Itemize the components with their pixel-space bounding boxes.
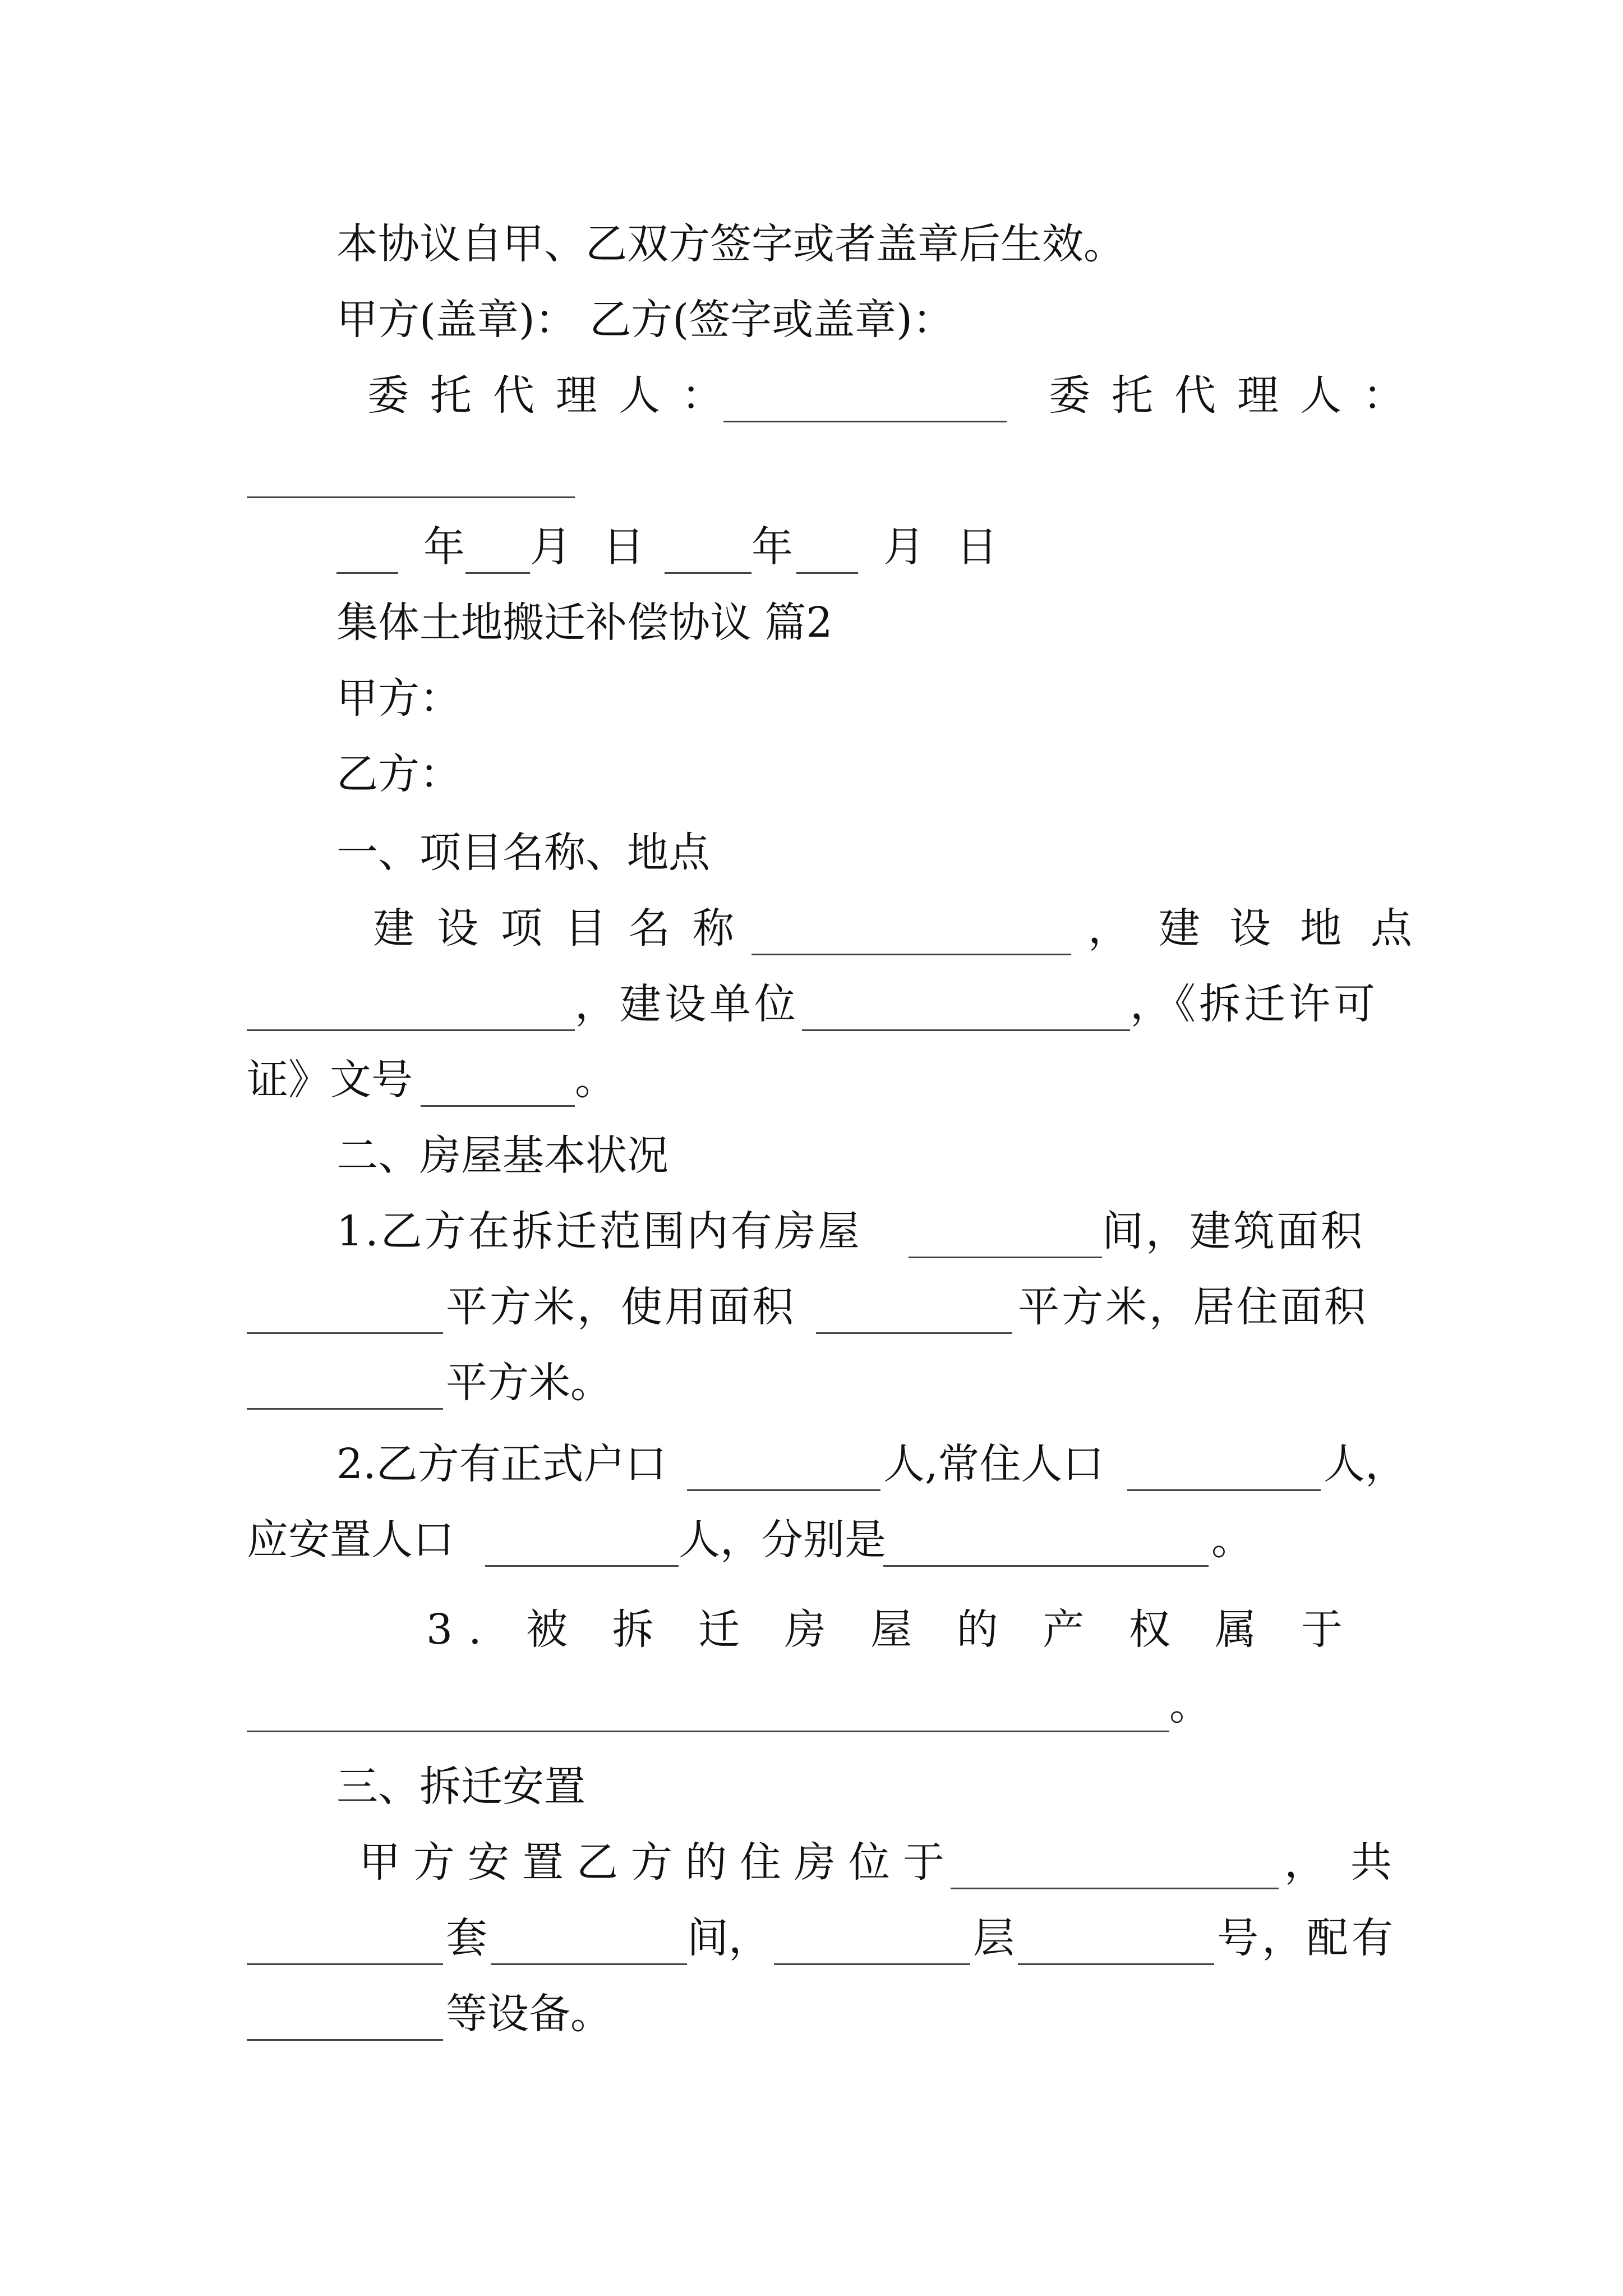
living-area-blank: [247, 1352, 443, 1410]
line-party-a: [0, 668, 1623, 729]
resettle-label: 应安置人口: [247, 1516, 454, 1564]
sets-blank: [247, 1907, 443, 1965]
heading-resettlement: 三、拆迁安置: [336, 1763, 585, 1811]
line-heading-3: [0, 1756, 1623, 1818]
project-location-blank: [247, 973, 575, 1031]
property-owner-end: 。: [1169, 1681, 1211, 1729]
registered-count-blank: [687, 1433, 880, 1491]
line-section-title: [0, 592, 1623, 654]
line-household: [0, 1433, 1623, 1495]
usable-area-label: 平方米，使用面积: [446, 1283, 796, 1331]
property-owner-blank: [247, 1674, 1169, 1732]
builder-blank: [802, 973, 1130, 1031]
line-property-owner: [0, 1674, 1623, 1736]
housing-total-label: ，共: [1284, 1838, 1417, 1887]
building-area-label: 间，建筑面积: [1102, 1207, 1364, 1255]
line-dates: [0, 516, 1623, 578]
line-party-signatures: [0, 289, 1623, 351]
line-property-rights: [0, 1599, 1623, 1660]
floor-blank: [774, 1907, 970, 1965]
resident-label: 人,常住人口: [883, 1440, 1104, 1488]
project-name-blank: [751, 898, 1071, 955]
party-b-label: 乙方：: [336, 750, 461, 798]
heading-house-status: 二、房屋基本状况: [336, 1131, 668, 1180]
month-b-label: 月: [883, 523, 925, 571]
permit-number-label: 证》文号: [247, 1056, 413, 1104]
agent-a-blank: [723, 365, 1007, 422]
equipment-blank: [247, 1983, 443, 2041]
household-label: 2.乙方有正式户口: [336, 1440, 667, 1488]
day-a-label: 日: [603, 523, 644, 571]
day-b-label: 日: [956, 523, 998, 571]
line-housing-units: [0, 1907, 1623, 1969]
resettle-names-blank: [883, 1509, 1209, 1567]
line-project-name: [0, 898, 1623, 959]
agent-label-b: 委托代理人：: [1049, 371, 1426, 420]
resident-unit: 人，: [1324, 1440, 1407, 1488]
line-agreement-effective: [0, 213, 1623, 275]
line-resettlement-people: [0, 1509, 1623, 1571]
resident-count-blank: [1127, 1433, 1321, 1491]
month-b-blank: [796, 516, 858, 574]
line-agent-b-blank: [0, 440, 1623, 502]
number-blank: [1018, 1907, 1214, 1965]
agreement-effective-text: 本协议自甲、乙双方签字或者盖章后生效。: [336, 220, 1125, 268]
resettle-count-blank: [485, 1509, 679, 1567]
line-agents: [0, 365, 1623, 426]
line-living-area: [0, 1352, 1623, 1414]
living-area-unit: 平方米。: [446, 1359, 612, 1407]
housing-location-blank: [951, 1832, 1279, 1889]
line-heading-2: [0, 1125, 1623, 1186]
living-area-label: 平方米，居住面积: [1018, 1283, 1368, 1331]
rooms-label: 间，: [687, 1914, 770, 1962]
year-b-label: 年: [751, 523, 793, 571]
equipment-label: 号，配有: [1217, 1914, 1396, 1962]
year-b-blank: [665, 516, 751, 574]
project-location-label: ，建设地点: [1088, 904, 1441, 953]
year-a-label: 年: [423, 523, 465, 571]
permit-number-end: 。: [575, 1056, 616, 1104]
line-project-location: [0, 973, 1623, 1035]
house-rooms-blank: [909, 1200, 1102, 1258]
permit-number-blank: [421, 1049, 575, 1107]
party-signatures-text: 甲方(盖章)： 乙方(签字或盖章)：: [336, 296, 955, 344]
month-a-blank: [465, 516, 530, 574]
property-rights-label: 3. 被 拆 迁 房 屋 的 产 权 属 于: [426, 1605, 1358, 1654]
line-house-rooms: [0, 1200, 1623, 1262]
line-permit-number: [0, 1049, 1623, 1111]
resettle-names-label: 人，分别是: [679, 1516, 886, 1564]
house-rooms-label: 1.乙方在拆迁范围内有房屋: [336, 1207, 862, 1255]
year-a-blank: [336, 516, 398, 574]
agreement-title: 集体土地搬迁补偿协议 篇2: [336, 599, 833, 647]
sets-label: 套: [446, 1914, 487, 1962]
month-a-label: 月: [530, 523, 571, 571]
rooms-blank: [491, 1907, 687, 1965]
party-a-label: 甲方：: [336, 674, 461, 723]
agent-label-a: 委托代理人：: [367, 371, 744, 420]
agent-b-blank: [247, 440, 575, 498]
resettle-end: 。: [1211, 1516, 1253, 1564]
housing-location-label: 甲方安置乙方的住房位于: [359, 1838, 957, 1887]
building-area-blank: [247, 1276, 443, 1334]
heading-project: 一、项目名称、地点: [336, 829, 710, 877]
project-name-label: 建设项目名称: [373, 904, 757, 953]
equipment-end: 等设备。: [446, 1990, 612, 2038]
line-housing-location: [0, 1832, 1623, 1893]
permit-label: ，《拆迁许可: [1130, 980, 1378, 1028]
line-areas: [0, 1276, 1623, 1338]
line-heading-1: [0, 822, 1623, 884]
usable-area-blank: [816, 1276, 1012, 1334]
line-party-b: [0, 743, 1623, 805]
builder-label: ，建设单位: [575, 980, 799, 1028]
floor-label: 层: [973, 1914, 1015, 1962]
line-equipment: [0, 1983, 1623, 2045]
